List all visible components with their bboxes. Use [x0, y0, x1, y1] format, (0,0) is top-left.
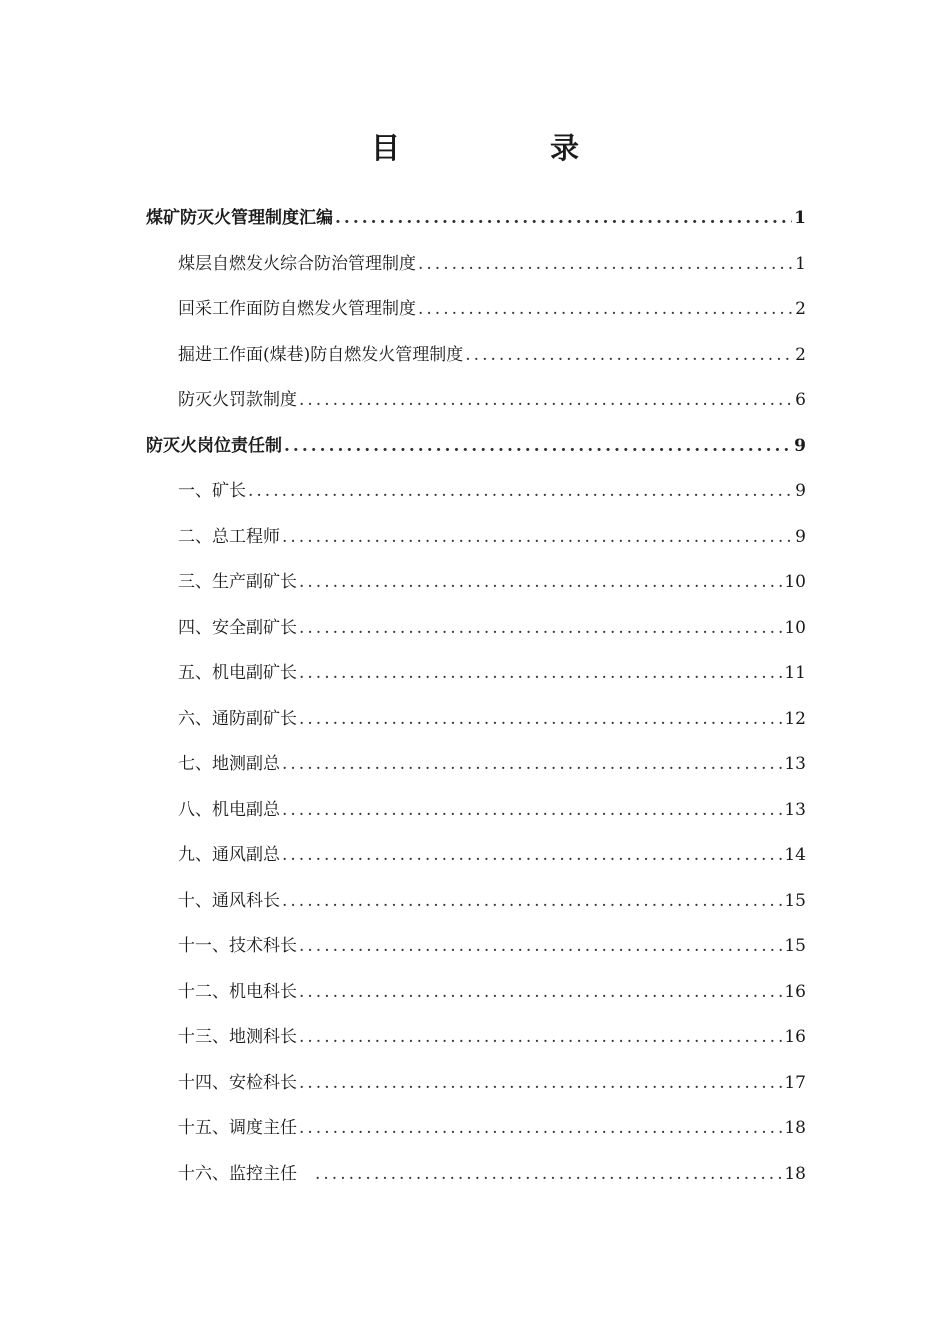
toc-entry[interactable]: [178, 660, 806, 686]
toc-leader-dots: [299, 979, 782, 1005]
toc-entry[interactable]: [178, 342, 806, 368]
toc-entry-label: 五、机电副矿长: [178, 663, 297, 683]
toc-entry-label: 掘进工作面(煤巷)防自燃发火管理制度: [178, 345, 464, 365]
toc-entry-label: 一、矿长: [178, 481, 246, 501]
toc-entry[interactable]: [178, 615, 806, 641]
toc-entry-label: 十一、技术科长: [178, 936, 297, 956]
toc-leader-dots: [299, 933, 782, 959]
toc-entry[interactable]: [178, 569, 806, 595]
toc-leader-dots: [299, 1115, 782, 1141]
toc-leader-dots: [282, 842, 782, 868]
toc-entry-page: 9: [795, 527, 806, 547]
toc-entry-page: 13: [784, 754, 806, 774]
toc-entry-page: 14: [784, 845, 806, 865]
toc-entry[interactable]: [178, 478, 806, 504]
toc-entry-page: 1: [795, 254, 806, 274]
toc-entry-label: 七、地测副总: [178, 754, 280, 774]
page-title: 目 录: [370, 131, 650, 165]
toc-leader-dots: [299, 387, 793, 413]
toc-entry-page: 15: [784, 891, 806, 911]
toc-leader-dots: [465, 342, 793, 368]
toc-entry-page: 2: [795, 345, 806, 365]
toc-entry[interactable]: [178, 751, 806, 777]
toc-leader-dots: [315, 1161, 782, 1187]
toc-entry[interactable]: [146, 433, 806, 459]
toc-leader-dots: [335, 205, 792, 231]
toc-entry[interactable]: [178, 797, 806, 823]
toc-entry-page: 9: [794, 436, 806, 456]
toc-leader-dots: [299, 1024, 782, 1050]
toc-entry[interactable]: [178, 251, 806, 277]
toc-entry-page: 18: [784, 1164, 806, 1184]
toc-leader-dots: [284, 433, 792, 459]
toc-entry-label: 八、机电副总: [178, 800, 280, 820]
toc-entry-page: 10: [784, 572, 806, 592]
toc-entry-label: 防灭火岗位责任制: [146, 436, 282, 456]
toc-leader-dots: [299, 569, 782, 595]
toc-entry-label: 十二、机电科长: [178, 982, 297, 1002]
toc-entry-label: 六、通防副矿长: [178, 709, 297, 729]
toc-leader-dots: [282, 524, 793, 550]
toc-leader-dots: [299, 660, 782, 686]
toc-entry-label: 十五、调度主任: [178, 1118, 297, 1138]
toc-entry[interactable]: [178, 296, 806, 322]
toc-entry-page: 13: [784, 800, 806, 820]
toc-entry-label: 回采工作面防自燃发火管理制度: [178, 299, 416, 319]
toc-leader-dots: [299, 615, 782, 641]
toc-entry-page: 18: [784, 1118, 806, 1138]
toc-entry-page: 10: [784, 618, 806, 638]
toc-entry-page: 16: [784, 982, 806, 1002]
toc-entry[interactable]: [178, 933, 806, 959]
toc-entry-label: 四、安全副矿长: [178, 618, 297, 638]
toc-entry[interactable]: [178, 1115, 806, 1141]
toc-leader-dots: [282, 797, 782, 823]
toc-leader-dots: [282, 888, 782, 914]
toc-entry-page: 9: [795, 481, 806, 501]
toc-entry[interactable]: [178, 842, 806, 868]
toc-leader-dots: [299, 706, 782, 732]
toc-entry-label: 九、通风副总: [178, 845, 280, 865]
toc-entry[interactable]: [178, 387, 806, 413]
toc-entry[interactable]: [178, 1161, 806, 1187]
toc-entry-page: 15: [784, 936, 806, 956]
toc-entry-page: 11: [784, 663, 806, 683]
toc-entry-label: 防灭火罚款制度: [178, 390, 297, 410]
toc-leader-dots: [248, 478, 793, 504]
toc-entry-label: 十、通风科长: [178, 891, 280, 911]
toc-entry-label: 十六、监控主任: [178, 1164, 297, 1184]
toc-entry[interactable]: [178, 1070, 806, 1096]
toc-entry-label: 煤矿防灭火管理制度汇编: [146, 208, 333, 228]
toc-leader-dots: [418, 251, 793, 277]
toc-entry-page: 17: [784, 1073, 806, 1093]
toc-entry-page: 16: [784, 1027, 806, 1047]
toc-entry[interactable]: [178, 706, 806, 732]
toc-entry-label: 十三、地测科长: [178, 1027, 297, 1047]
toc-entry-page: 6: [795, 390, 806, 410]
toc-entry-label: 十四、安检科长: [178, 1073, 297, 1093]
toc-entry-page: 1: [794, 208, 806, 228]
toc-entry[interactable]: [178, 888, 806, 914]
toc-entry[interactable]: [178, 1024, 806, 1050]
toc-entry-page: 12: [784, 709, 806, 729]
toc-leader-dots: [418, 296, 793, 322]
toc-entry-label: 二、总工程师: [178, 527, 280, 547]
toc-entry[interactable]: [178, 524, 806, 550]
toc-entry-label: 三、生产副矿长: [178, 572, 297, 592]
toc-entry-label: 煤层自燃发火综合防治管理制度: [178, 254, 416, 274]
toc-leader-dots: [299, 1070, 782, 1096]
toc-entry[interactable]: [146, 205, 806, 231]
toc-entry[interactable]: [178, 979, 806, 1005]
toc-entry-page: 2: [795, 299, 806, 319]
toc-leader-dots: [282, 751, 782, 777]
